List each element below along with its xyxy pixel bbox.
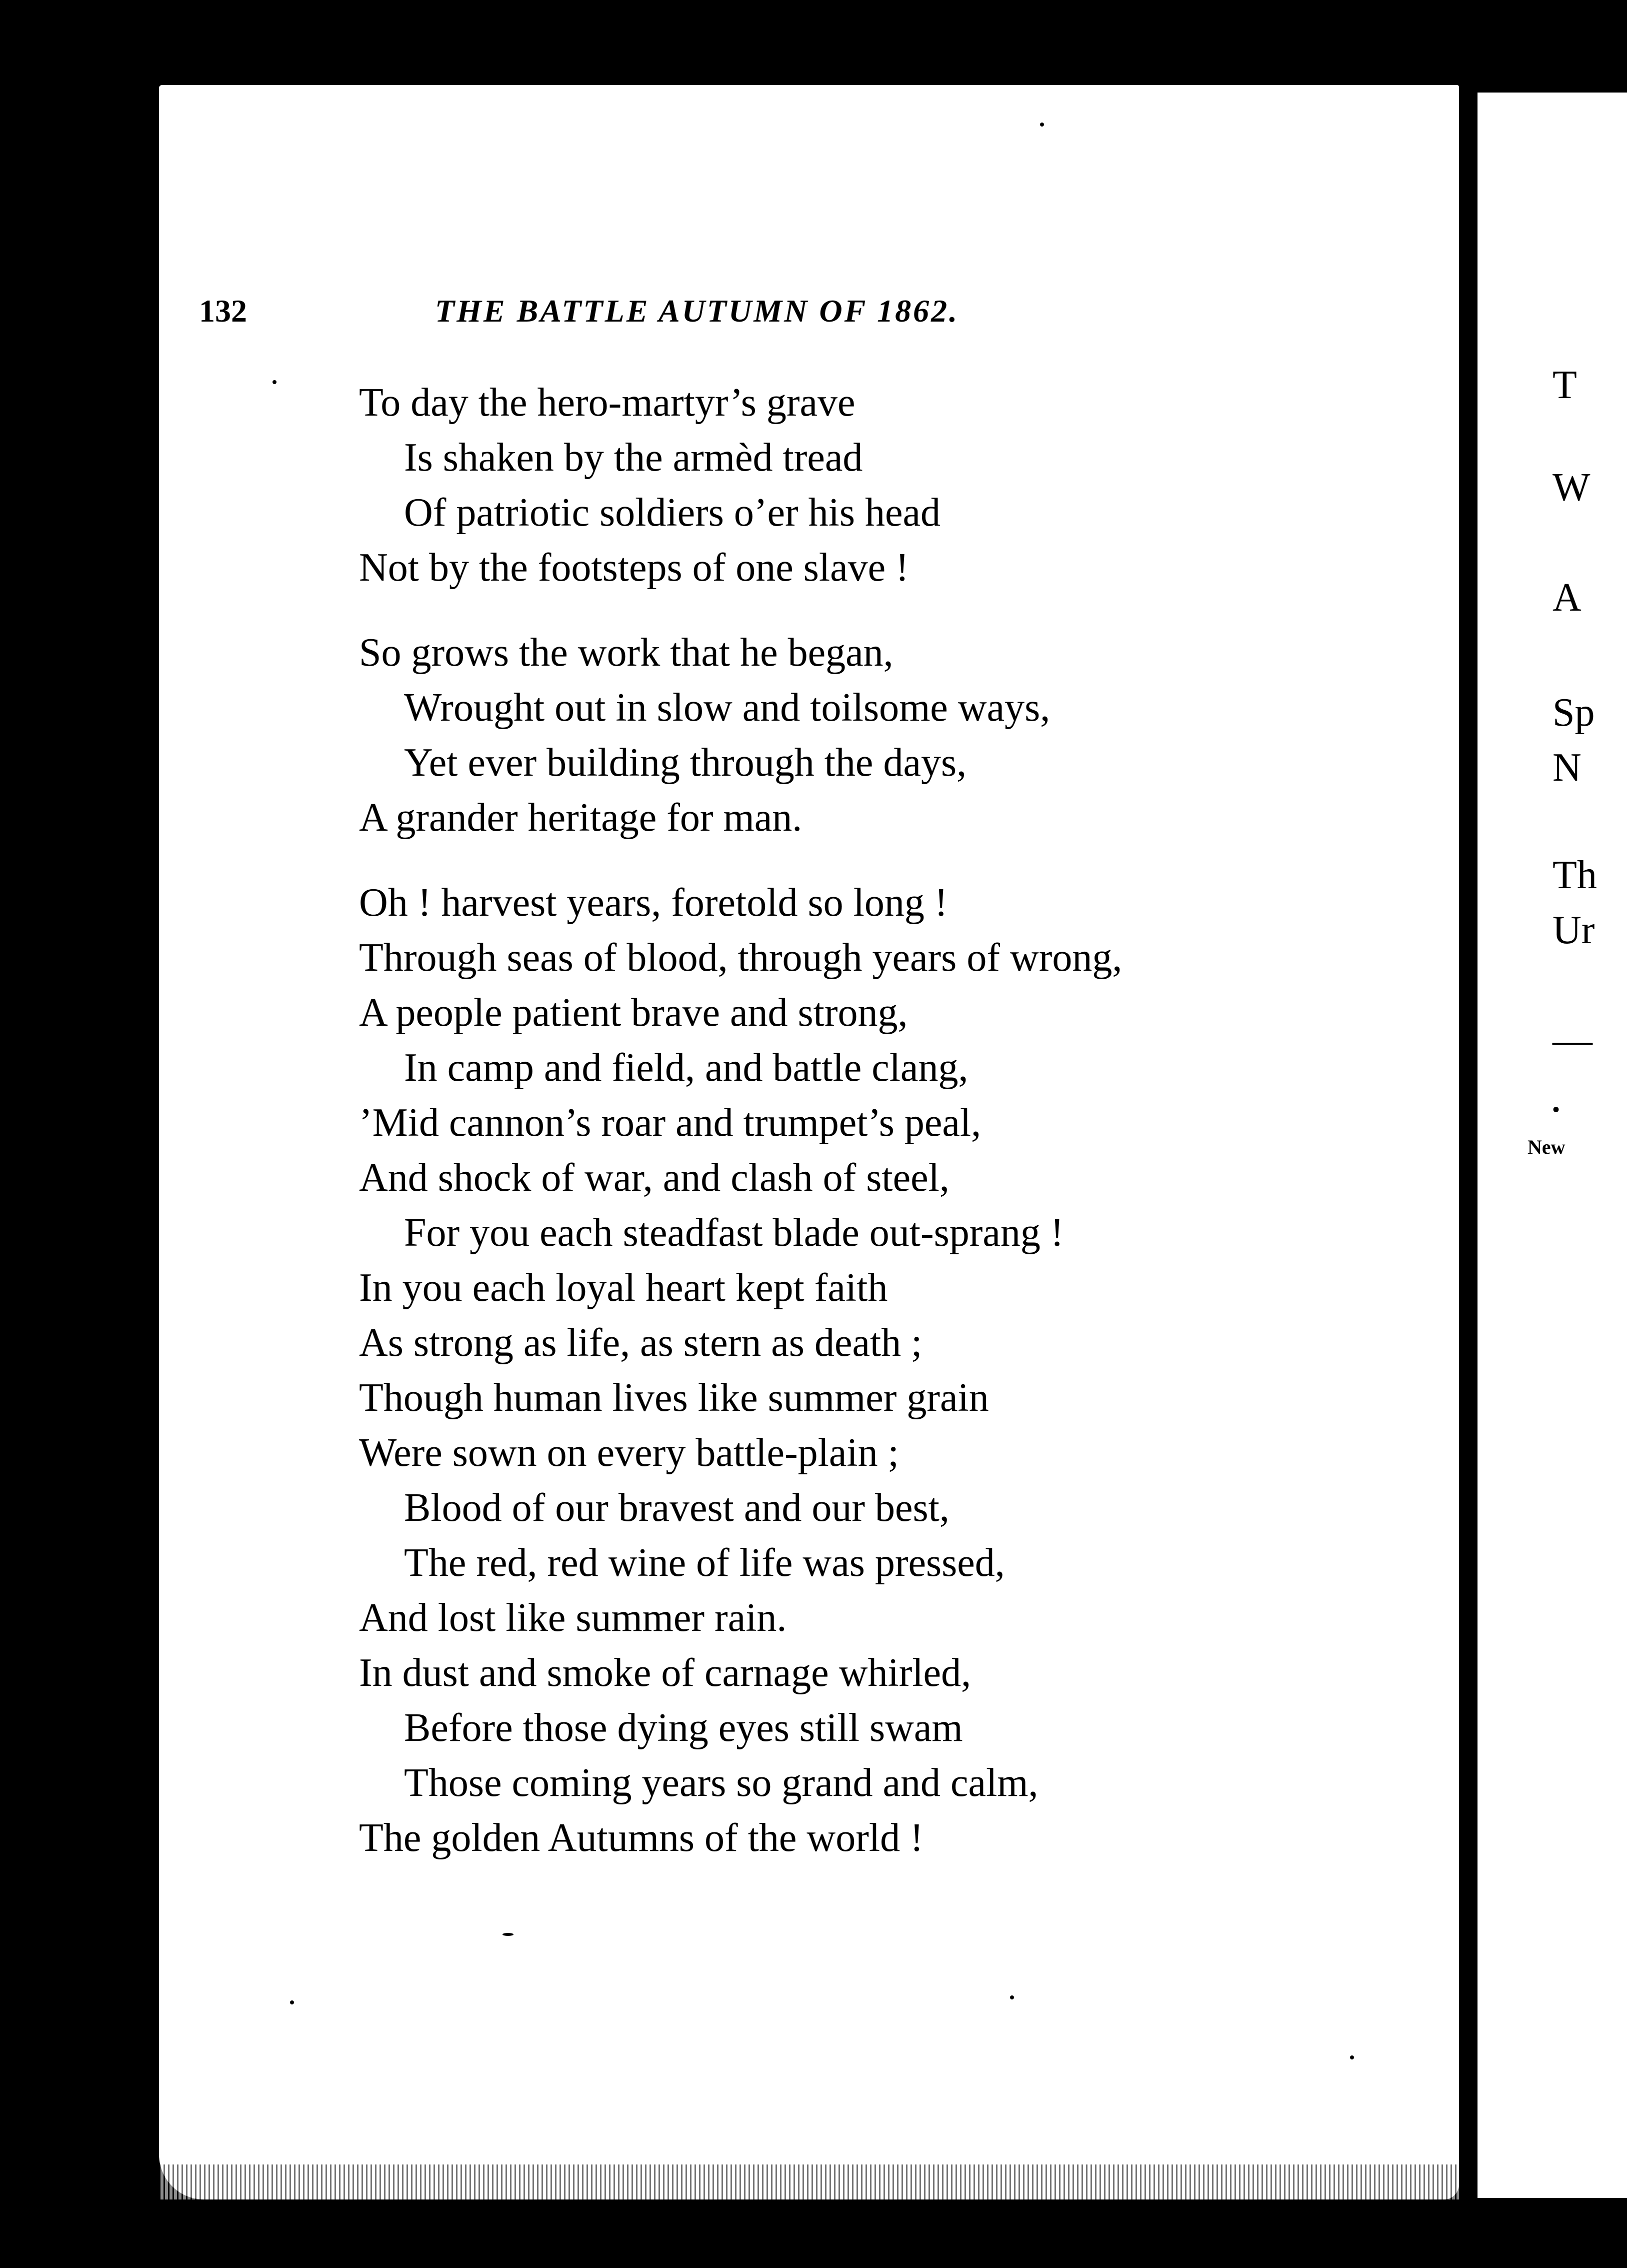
poem-line: The red, red wine of life was pressed, bbox=[404, 1541, 1005, 1585]
facing-page-fragment: N bbox=[1552, 746, 1582, 790]
poem-line: Oh ! harvest years, foretold so long ! bbox=[359, 881, 948, 925]
poem-line: As strong as life, as stern as death ; bbox=[359, 1321, 922, 1365]
scan-speck bbox=[1010, 1995, 1014, 1999]
poem-line: And lost like summer rain. bbox=[359, 1596, 787, 1640]
scan-speck bbox=[1040, 123, 1044, 127]
poem-line: For you each steadfast blade out-sprang ! bbox=[404, 1211, 1064, 1255]
poem-line: In dust and smoke of carnage whirled, bbox=[359, 1651, 972, 1695]
facing-page-fragment: • bbox=[1552, 1098, 1560, 1121]
poem-line: So grows the work that he began, bbox=[359, 631, 894, 675]
stanza bbox=[359, 375, 1309, 595]
poem-line: Of patriotic soldiers o’er his head bbox=[404, 491, 941, 535]
poem-line: To day the hero-martyr’s grave bbox=[359, 381, 856, 425]
facing-page-edge bbox=[1478, 93, 1627, 2198]
poem-line: Not by the footsteps of one slave ! bbox=[359, 546, 909, 590]
poem-line: Is shaken by the armèd tread bbox=[404, 436, 863, 480]
facing-page-fragment: A bbox=[1552, 576, 1582, 620]
facing-page-fragment: New bbox=[1528, 1136, 1566, 1158]
poem-line: Blood of our bravest and our best, bbox=[404, 1486, 950, 1530]
poem-line: A grander heritage for man. bbox=[359, 796, 802, 840]
poem-line: A people patient brave and strong, bbox=[359, 991, 908, 1035]
scan-speck bbox=[290, 2000, 294, 2004]
facing-page-fragment: Sp bbox=[1552, 691, 1595, 735]
stanza bbox=[359, 625, 1309, 845]
poem-line: Those coming years so grand and calm, bbox=[404, 1761, 1038, 1805]
facing-page-fragment: Th bbox=[1552, 853, 1597, 897]
facing-page-fragment: W bbox=[1552, 466, 1590, 510]
scan-speck bbox=[272, 380, 276, 384]
poem-line: Yet ever building through the days, bbox=[404, 741, 967, 785]
poem-line: Wrought out in slow and toilsome ways, bbox=[404, 686, 1050, 730]
facing-page-fragment: T bbox=[1552, 363, 1577, 407]
poem-line: Though human lives like summer grain bbox=[359, 1376, 989, 1420]
running-title: THE BATTLE AUTUMN OF 1862. bbox=[435, 293, 960, 329]
page-header bbox=[199, 293, 1199, 338]
stanza bbox=[359, 875, 1309, 1865]
poem-line: In you each loyal heart kept faith bbox=[359, 1266, 888, 1310]
poem-line: The golden Autumns of the world ! bbox=[359, 1816, 924, 1860]
scan-speck bbox=[150, 1378, 154, 1382]
facing-page-fragment: — bbox=[1552, 1018, 1592, 1062]
poem-line: And shock of war, and clash of steel, bbox=[359, 1156, 950, 1200]
poem-body bbox=[359, 375, 1309, 1865]
poem-line: Before those dying eyes still swam bbox=[404, 1706, 963, 1750]
poem-line: Through seas of blood, through years of wrong, bbox=[359, 936, 1122, 980]
poem-line: In camp and field, and battle clang, bbox=[404, 1046, 968, 1090]
page-number: 132 bbox=[199, 293, 247, 329]
poem-line: Were sown on every battle-plain ; bbox=[359, 1431, 899, 1475]
scan-speck bbox=[502, 1933, 514, 1936]
poem-line: ’Mid cannon’s roar and trumpet’s peal, bbox=[359, 1101, 982, 1145]
facing-page-fragment: Ur bbox=[1552, 908, 1595, 952]
scan-speck bbox=[1350, 2055, 1354, 2059]
